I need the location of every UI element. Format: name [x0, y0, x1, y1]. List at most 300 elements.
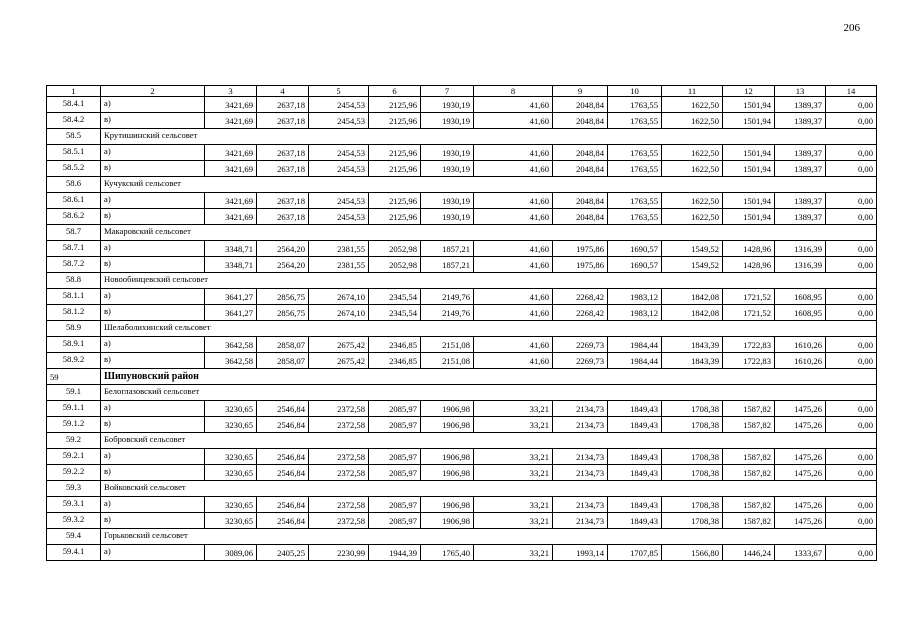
value-cell: 1389,37	[775, 113, 826, 129]
value-cell: 0,00	[826, 497, 877, 513]
value-cell: 2345,54	[369, 305, 421, 321]
value-cell: 1389,37	[775, 209, 826, 225]
value-cell: 1906,98	[421, 401, 474, 417]
value-cell: 1610,26	[775, 353, 826, 369]
column-header: 3	[205, 86, 257, 97]
value-cell: 1906,98	[421, 417, 474, 433]
table-row	[47, 97, 877, 113]
value-cell: 2856,75	[257, 305, 309, 321]
column-header: 13	[775, 86, 826, 97]
value-cell: 3348,71	[205, 241, 257, 257]
value-cell: 2674,10	[309, 305, 369, 321]
column-header: 4	[257, 86, 309, 97]
value-cell: 1501,94	[723, 145, 775, 161]
value-cell: 2048,84	[553, 209, 608, 225]
value-cell: 2564,20	[257, 257, 309, 273]
value-cell: 1763,55	[608, 113, 662, 129]
section-row	[47, 273, 877, 289]
value-cell: 2125,96	[369, 161, 421, 177]
value-cell: 0,00	[826, 97, 877, 113]
value-cell: 1707,85	[608, 545, 662, 561]
value-cell: 41,60	[474, 193, 553, 209]
value-cell: 41,60	[474, 337, 553, 353]
header-row	[47, 86, 877, 97]
section-name: Войковский сельсовет	[101, 481, 877, 497]
value-cell: 2546,84	[257, 449, 309, 465]
value-cell: 3642,58	[205, 353, 257, 369]
value-cell: 2372,58	[309, 417, 369, 433]
value-cell: 2269,73	[553, 353, 608, 369]
value-cell: 0,00	[826, 257, 877, 273]
value-cell: 1906,98	[421, 449, 474, 465]
value-cell: 1475,26	[775, 497, 826, 513]
value-cell: 1587,82	[723, 465, 775, 481]
value-cell: 2675,42	[309, 353, 369, 369]
section-row	[47, 177, 877, 193]
row-code: 59.1.1	[47, 401, 101, 417]
value-cell: 1610,26	[775, 337, 826, 353]
section-name: Новообинцевский сельсовет	[101, 273, 877, 289]
value-cell: 41,60	[474, 145, 553, 161]
value-cell: 2546,84	[257, 513, 309, 529]
table-row	[47, 417, 877, 433]
value-cell: 41,60	[474, 209, 553, 225]
table-row	[47, 497, 877, 513]
value-cell: 1690,57	[608, 257, 662, 273]
value-cell: 1549,52	[662, 241, 723, 257]
column-header: 7	[421, 86, 474, 97]
value-cell: 2085,97	[369, 497, 421, 513]
value-cell: 2546,84	[257, 401, 309, 417]
section-row	[47, 481, 877, 497]
value-cell: 1608,95	[775, 289, 826, 305]
value-cell: 1389,37	[775, 145, 826, 161]
value-cell: 1622,50	[662, 97, 723, 113]
value-cell: 2454,53	[309, 113, 369, 129]
row-label: а)	[101, 97, 205, 113]
column-header: 9	[553, 86, 608, 97]
value-cell: 3230,65	[205, 417, 257, 433]
value-cell: 1930,19	[421, 113, 474, 129]
table-row	[47, 145, 877, 161]
value-cell: 41,60	[474, 289, 553, 305]
value-cell: 2269,73	[553, 337, 608, 353]
value-cell: 2268,42	[553, 305, 608, 321]
value-cell: 1843,39	[662, 353, 723, 369]
value-cell: 1587,82	[723, 497, 775, 513]
section-code: 58.5	[47, 129, 101, 145]
row-code: 58.6.2	[47, 209, 101, 225]
row-code: 58.9.2	[47, 353, 101, 369]
table-row	[47, 241, 877, 257]
value-cell: 1475,26	[775, 513, 826, 529]
value-cell: 1857,21	[421, 257, 474, 273]
value-cell: 3421,69	[205, 161, 257, 177]
value-cell: 1475,26	[775, 401, 826, 417]
value-cell: 2085,97	[369, 465, 421, 481]
value-cell: 1622,50	[662, 193, 723, 209]
table-row	[47, 337, 877, 353]
row-code: 59.2.2	[47, 465, 101, 481]
row-label: в)	[101, 465, 205, 481]
value-cell: 3230,65	[205, 401, 257, 417]
value-cell: 1930,19	[421, 161, 474, 177]
value-cell: 33,21	[474, 465, 553, 481]
value-cell: 1708,38	[662, 449, 723, 465]
value-cell: 33,21	[474, 449, 553, 465]
value-cell: 2125,96	[369, 145, 421, 161]
value-cell: 1849,43	[608, 449, 662, 465]
value-cell: 2346,85	[369, 353, 421, 369]
value-cell: 1763,55	[608, 161, 662, 177]
value-cell: 2858,07	[257, 337, 309, 353]
value-cell: 2405,25	[257, 545, 309, 561]
value-cell: 41,60	[474, 113, 553, 129]
value-cell: 1622,50	[662, 161, 723, 177]
value-cell: 2346,85	[369, 337, 421, 353]
row-label: а)	[101, 145, 205, 161]
value-cell: 1721,52	[723, 289, 775, 305]
value-cell: 3641,27	[205, 305, 257, 321]
value-cell: 1906,98	[421, 513, 474, 529]
value-cell: 1984,44	[608, 337, 662, 353]
row-label: в)	[101, 305, 205, 321]
column-header: 12	[723, 86, 775, 97]
section-code: 59.3	[47, 481, 101, 497]
district-row	[47, 369, 877, 385]
table-row	[47, 289, 877, 305]
value-cell: 0,00	[826, 545, 877, 561]
value-cell: 0,00	[826, 161, 877, 177]
value-cell: 2268,42	[553, 289, 608, 305]
table-row	[47, 193, 877, 209]
value-cell: 2637,18	[257, 145, 309, 161]
row-code: 58.7.1	[47, 241, 101, 257]
value-cell: 1930,19	[421, 209, 474, 225]
value-cell: 2381,55	[309, 241, 369, 257]
table-row	[47, 305, 877, 321]
value-cell: 1983,12	[608, 289, 662, 305]
value-cell: 1501,94	[723, 209, 775, 225]
section-row	[47, 225, 877, 241]
value-cell: 2454,53	[309, 97, 369, 113]
value-cell: 2858,07	[257, 353, 309, 369]
value-cell: 3089,06	[205, 545, 257, 561]
value-cell: 1763,55	[608, 209, 662, 225]
row-label: а)	[101, 545, 205, 561]
table-row	[47, 401, 877, 417]
value-cell: 0,00	[826, 401, 877, 417]
value-cell: 1975,86	[553, 241, 608, 257]
value-cell: 1566,80	[662, 545, 723, 561]
value-cell: 2372,58	[309, 449, 369, 465]
value-cell: 1906,98	[421, 465, 474, 481]
value-cell: 2048,84	[553, 161, 608, 177]
value-cell: 0,00	[826, 209, 877, 225]
value-cell: 0,00	[826, 241, 877, 257]
value-cell: 41,60	[474, 305, 553, 321]
value-cell: 1501,94	[723, 193, 775, 209]
value-cell: 3641,27	[205, 289, 257, 305]
section-row	[47, 433, 877, 449]
value-cell: 1708,38	[662, 497, 723, 513]
section-code: 58.8	[47, 273, 101, 289]
value-cell: 2372,58	[309, 513, 369, 529]
value-cell: 1608,95	[775, 305, 826, 321]
row-label: в)	[101, 209, 205, 225]
row-label: в)	[101, 513, 205, 529]
value-cell: 3642,58	[205, 337, 257, 353]
section-row	[47, 385, 877, 401]
value-cell: 1906,98	[421, 497, 474, 513]
value-cell: 0,00	[826, 145, 877, 161]
value-cell: 1389,37	[775, 97, 826, 113]
value-cell: 2637,18	[257, 193, 309, 209]
value-cell: 1849,43	[608, 513, 662, 529]
column-header: 8	[474, 86, 553, 97]
value-cell: 1446,24	[723, 545, 775, 561]
section-name: Белоглазовский сельсовет	[101, 385, 877, 401]
value-cell: 1501,94	[723, 113, 775, 129]
value-cell: 2134,73	[553, 449, 608, 465]
value-cell: 2381,55	[309, 257, 369, 273]
value-cell: 2546,84	[257, 417, 309, 433]
value-cell: 1587,82	[723, 417, 775, 433]
row-code: 58.4.2	[47, 113, 101, 129]
value-cell: 2454,53	[309, 209, 369, 225]
value-cell: 3421,69	[205, 113, 257, 129]
value-cell: 33,21	[474, 545, 553, 561]
value-cell: 2637,18	[257, 209, 309, 225]
section-code: 59.1	[47, 385, 101, 401]
row-code: 59.4.1	[47, 545, 101, 561]
value-cell: 1849,43	[608, 497, 662, 513]
value-cell: 2454,53	[309, 161, 369, 177]
value-cell: 3230,65	[205, 465, 257, 481]
value-cell: 1428,96	[723, 241, 775, 257]
value-cell: 2125,96	[369, 209, 421, 225]
value-cell: 2125,96	[369, 113, 421, 129]
value-cell: 1316,39	[775, 257, 826, 273]
value-cell: 33,21	[474, 401, 553, 417]
table-row	[47, 545, 877, 561]
value-cell: 0,00	[826, 305, 877, 321]
value-cell: 1984,44	[608, 353, 662, 369]
value-cell: 2856,75	[257, 289, 309, 305]
value-cell: 2048,84	[553, 145, 608, 161]
row-label: а)	[101, 497, 205, 513]
value-cell: 1930,19	[421, 193, 474, 209]
value-cell: 1857,21	[421, 241, 474, 257]
section-name: Макаровский сельсовет	[101, 225, 877, 241]
value-cell: 0,00	[826, 337, 877, 353]
row-label: а)	[101, 193, 205, 209]
value-cell: 1587,82	[723, 513, 775, 529]
value-cell: 2564,20	[257, 241, 309, 257]
value-cell: 2085,97	[369, 401, 421, 417]
value-cell: 41,60	[474, 257, 553, 273]
section-code: 59.2	[47, 433, 101, 449]
value-cell: 2345,54	[369, 289, 421, 305]
value-cell: 1722,83	[723, 353, 775, 369]
value-cell: 3421,69	[205, 97, 257, 113]
value-cell: 2637,18	[257, 97, 309, 113]
section-name: Шелаболихинский сельсовет	[101, 321, 877, 337]
value-cell: 3421,69	[205, 193, 257, 209]
value-cell: 1763,55	[608, 145, 662, 161]
section-code: 58.6	[47, 177, 101, 193]
value-cell: 0,00	[826, 113, 877, 129]
page-number: 206	[843, 22, 860, 34]
table-row	[47, 449, 877, 465]
value-cell: 1842,08	[662, 289, 723, 305]
value-cell: 1722,83	[723, 337, 775, 353]
value-cell: 1842,08	[662, 305, 723, 321]
value-cell: 2048,84	[553, 193, 608, 209]
value-cell: 0,00	[826, 289, 877, 305]
row-code: 59.2.1	[47, 449, 101, 465]
value-cell: 0,00	[826, 513, 877, 529]
value-cell: 33,21	[474, 417, 553, 433]
value-cell: 2151,08	[421, 337, 474, 353]
value-cell: 1944,39	[369, 545, 421, 561]
value-cell: 1690,57	[608, 241, 662, 257]
row-code: 59.3.1	[47, 497, 101, 513]
value-cell: 2454,53	[309, 145, 369, 161]
section-name: Кучукский сельсовет	[101, 177, 877, 193]
value-cell: 2230,99	[309, 545, 369, 561]
value-cell: 1622,50	[662, 145, 723, 161]
value-cell: 2675,42	[309, 337, 369, 353]
column-header: 14	[826, 86, 877, 97]
value-cell: 0,00	[826, 449, 877, 465]
value-cell: 33,21	[474, 497, 553, 513]
value-cell: 2372,58	[309, 465, 369, 481]
value-cell: 1475,26	[775, 449, 826, 465]
value-cell: 2085,97	[369, 449, 421, 465]
section-name: Горьковский сельсовет	[101, 529, 877, 545]
section-name: Крутишинский сельсовет	[101, 129, 877, 145]
value-cell: 33,21	[474, 513, 553, 529]
value-cell: 2125,96	[369, 193, 421, 209]
table-row	[47, 257, 877, 273]
tariff-table	[46, 85, 877, 561]
value-cell: 1765,40	[421, 545, 474, 561]
section-row	[47, 129, 877, 145]
value-cell: 1993,14	[553, 545, 608, 561]
column-header: 5	[309, 86, 369, 97]
value-cell: 0,00	[826, 193, 877, 209]
row-label: в)	[101, 417, 205, 433]
row-label: а)	[101, 449, 205, 465]
value-cell: 1501,94	[723, 97, 775, 113]
row-code: 59.3.2	[47, 513, 101, 529]
value-cell: 1587,82	[723, 449, 775, 465]
value-cell: 3230,65	[205, 497, 257, 513]
section-row	[47, 321, 877, 337]
row-label: в)	[101, 161, 205, 177]
value-cell: 2134,73	[553, 497, 608, 513]
value-cell: 1708,38	[662, 465, 723, 481]
value-cell: 2085,97	[369, 417, 421, 433]
value-cell: 1587,82	[723, 401, 775, 417]
row-label: в)	[101, 113, 205, 129]
value-cell: 1930,19	[421, 97, 474, 113]
row-code: 58.1.2	[47, 305, 101, 321]
row-label: а)	[101, 241, 205, 257]
row-code: 58.7.2	[47, 257, 101, 273]
value-cell: 1708,38	[662, 417, 723, 433]
value-cell: 2134,73	[553, 465, 608, 481]
value-cell: 1708,38	[662, 401, 723, 417]
value-cell: 1475,26	[775, 465, 826, 481]
value-cell: 1622,50	[662, 113, 723, 129]
row-code: 58.5.1	[47, 145, 101, 161]
value-cell: 1975,86	[553, 257, 608, 273]
value-cell: 2546,84	[257, 465, 309, 481]
row-code: 58.4.1	[47, 97, 101, 113]
value-cell: 2052,98	[369, 241, 421, 257]
value-cell: 2637,18	[257, 113, 309, 129]
value-cell: 2149,76	[421, 305, 474, 321]
row-code: 58.5.2	[47, 161, 101, 177]
value-cell: 2674,10	[309, 289, 369, 305]
table-row	[47, 113, 877, 129]
row-code: 58.6.1	[47, 193, 101, 209]
value-cell: 2149,76	[421, 289, 474, 305]
value-cell: 1763,55	[608, 193, 662, 209]
value-cell: 41,60	[474, 353, 553, 369]
value-cell: 1389,37	[775, 193, 826, 209]
value-cell: 1316,39	[775, 241, 826, 257]
value-cell: 3421,69	[205, 145, 257, 161]
district-code: 59	[47, 369, 101, 385]
value-cell: 41,60	[474, 161, 553, 177]
column-header: 2	[101, 86, 205, 97]
section-row	[47, 529, 877, 545]
column-header: 6	[369, 86, 421, 97]
row-label: в)	[101, 353, 205, 369]
value-cell: 1708,38	[662, 513, 723, 529]
value-cell: 1843,39	[662, 337, 723, 353]
value-cell: 1475,26	[775, 417, 826, 433]
section-name: Бобровский сельсовет	[101, 433, 877, 449]
value-cell: 2454,53	[309, 193, 369, 209]
value-cell: 1622,50	[662, 209, 723, 225]
column-header: 1	[47, 86, 101, 97]
value-cell: 1501,94	[723, 161, 775, 177]
column-header: 11	[662, 86, 723, 97]
value-cell: 0,00	[826, 465, 877, 481]
value-cell: 1763,55	[608, 97, 662, 113]
row-label: а)	[101, 337, 205, 353]
district-name: Шипуновский район	[101, 369, 877, 385]
value-cell: 3421,69	[205, 209, 257, 225]
value-cell: 1983,12	[608, 305, 662, 321]
value-cell: 41,60	[474, 97, 553, 113]
section-code: 59.4	[47, 529, 101, 545]
value-cell: 1333,67	[775, 545, 826, 561]
value-cell: 0,00	[826, 353, 877, 369]
row-code: 59.1.2	[47, 417, 101, 433]
section-code: 58.9	[47, 321, 101, 337]
row-label: в)	[101, 257, 205, 273]
value-cell: 1428,96	[723, 257, 775, 273]
value-cell: 3230,65	[205, 449, 257, 465]
row-code: 58.1.1	[47, 289, 101, 305]
value-cell: 2052,98	[369, 257, 421, 273]
value-cell: 3348,71	[205, 257, 257, 273]
